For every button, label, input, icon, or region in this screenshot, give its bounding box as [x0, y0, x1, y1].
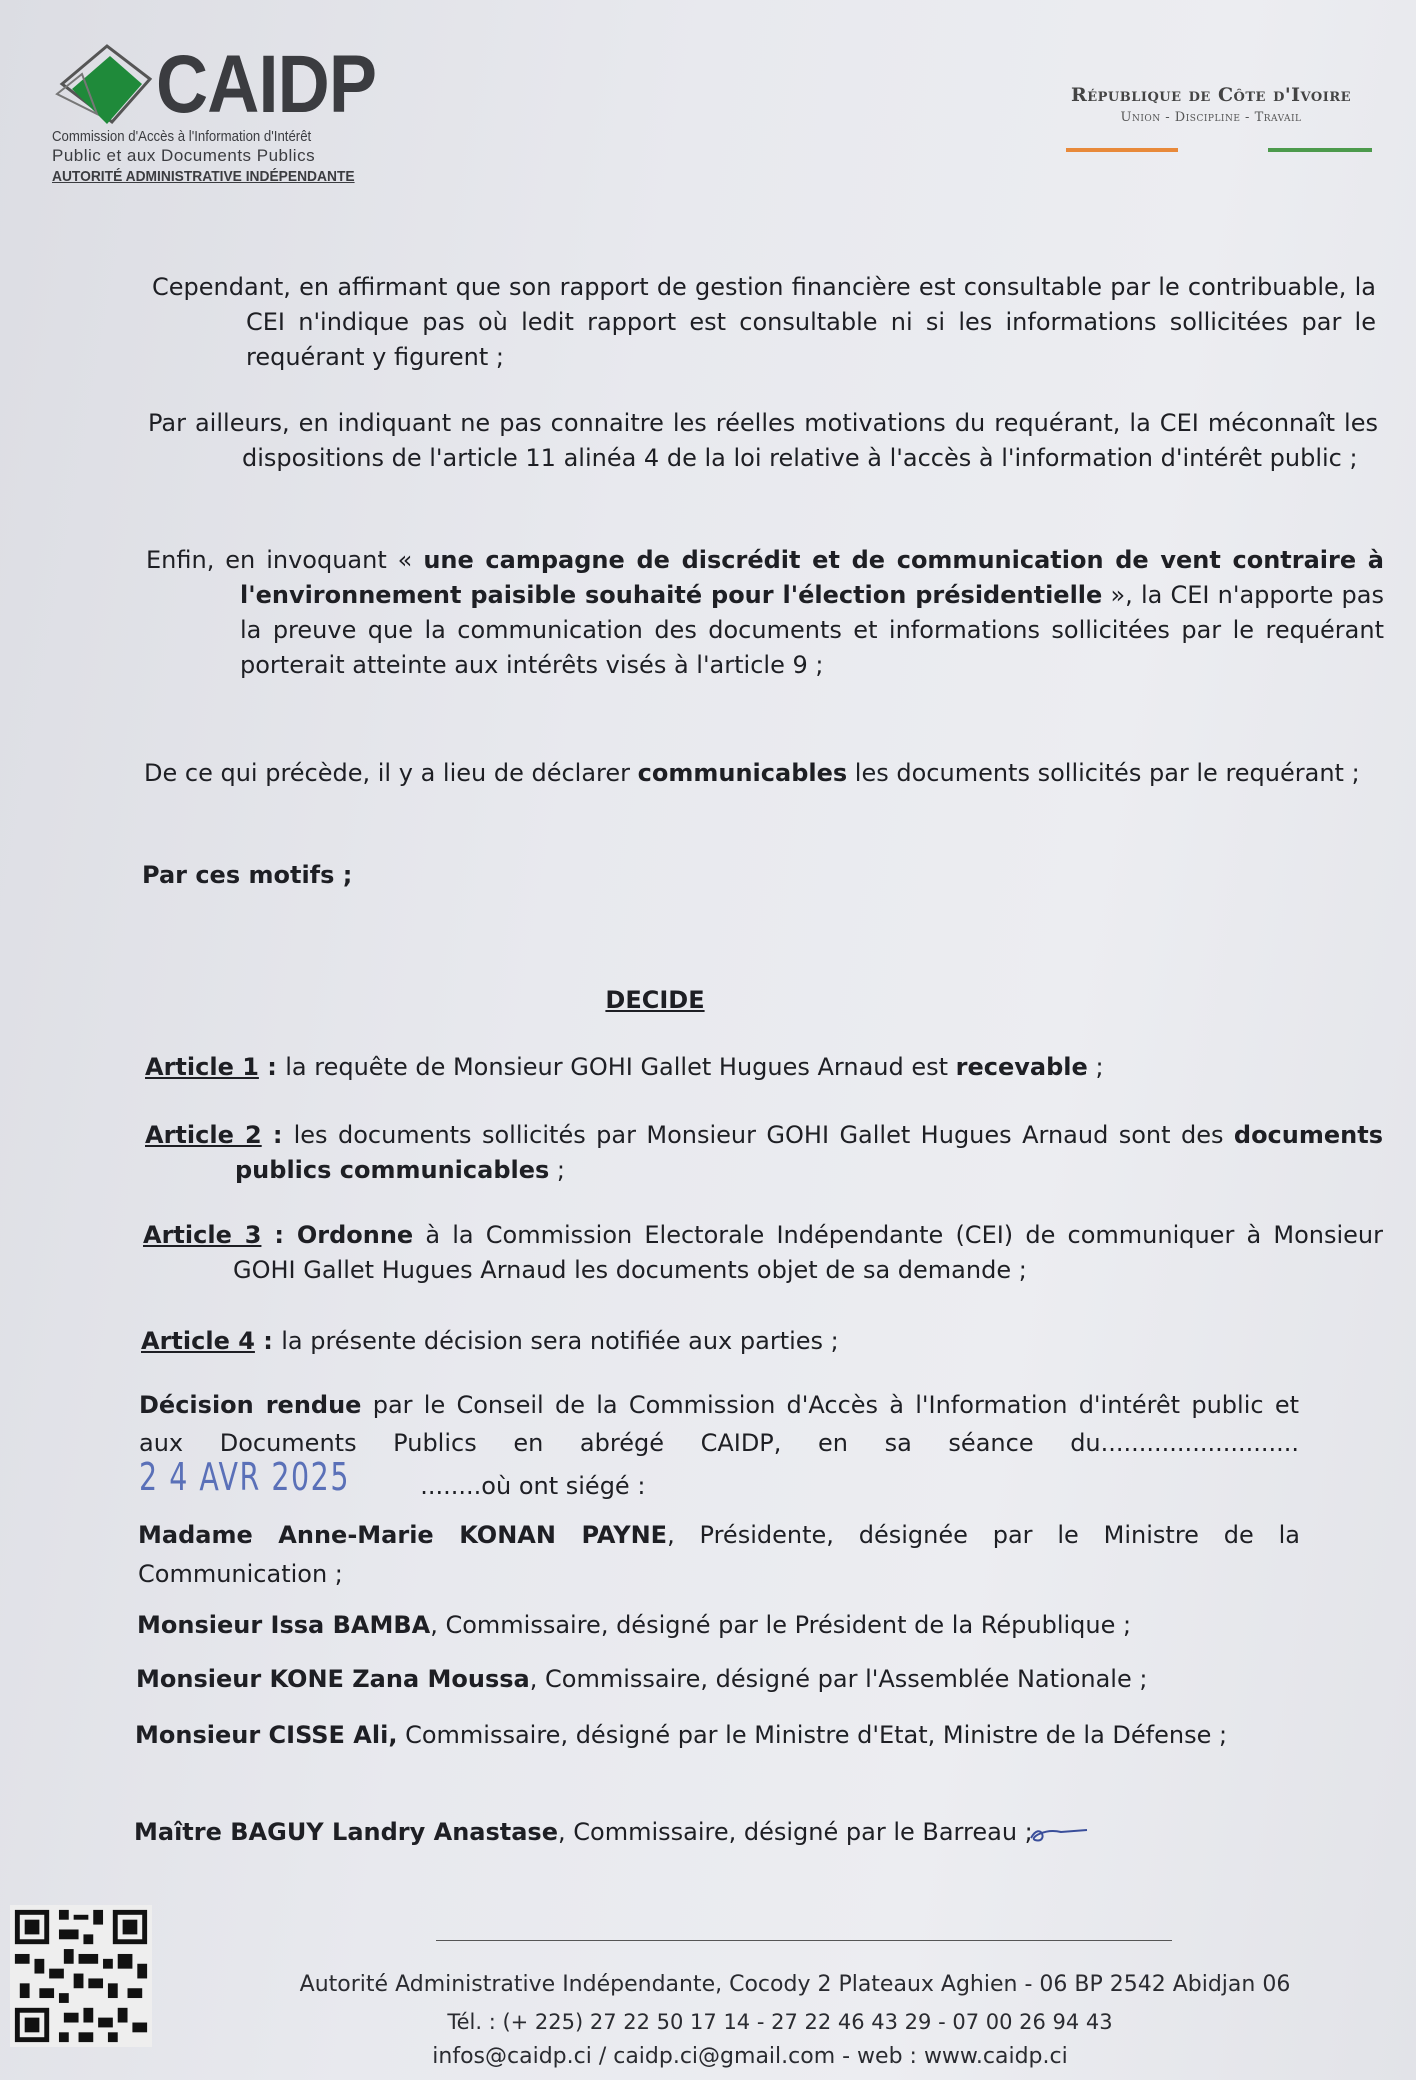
- logo-subtitle-3: AUTORITÉ ADMINISTRATIVE INDÉPENDANTE: [52, 168, 355, 185]
- member-2-name: Monsieur Issa BAMBA: [137, 1611, 431, 1639]
- paragraph-1: [152, 270, 1376, 375]
- article-3-bold: Ordonne: [296, 1221, 414, 1249]
- article-1-text: la requête de Monsieur GOHI Gallet Hugues Arnaud est: [285, 1053, 956, 1081]
- member-3-role: , Commissaire, désigné par l'Assemblée Nationale ;: [529, 1665, 1148, 1693]
- republic-title: République de Côte d'Ivoire: [1070, 84, 1352, 106]
- article-1: [145, 1050, 1290, 1085]
- article-3-label: Article 3: [143, 1221, 262, 1249]
- paragraph-4-bold: communicables: [637, 759, 848, 787]
- footer-divider: [436, 1940, 1172, 1941]
- paragraph-3: [146, 543, 1384, 683]
- logo-wordmark: CAIDP: [156, 39, 377, 130]
- member-3: [136, 1662, 1298, 1697]
- article-2-bold: documents publics communicables: [235, 1121, 1383, 1184]
- article-3-colon: :: [261, 1221, 297, 1249]
- article-2-text: les documents sollicités par Monsieur GOHI Gallet Hugues Arnaud sont des: [293, 1121, 1234, 1149]
- article-4: [141, 1324, 1286, 1359]
- decision-end: où ont siégé :: [481, 1472, 646, 1500]
- article-1-label: Article 1: [145, 1053, 259, 1081]
- article-2-label: Article 2: [145, 1121, 262, 1149]
- member-3-name: Monsieur KONE Zana Moussa: [136, 1665, 530, 1693]
- republic-header: [1046, 84, 1376, 125]
- paragraph-2: [148, 406, 1378, 476]
- paragraph-3-quote: une campagne de discrédit et de communication de vent contraire à l'environnement paisible souhaité pour l'élection présidentielle: [240, 546, 1384, 609]
- caidp-logo: [52, 39, 377, 200]
- flag-green-bar: [1268, 148, 1372, 152]
- article-1-colon: :: [258, 1053, 286, 1081]
- decision-lead: Décision rendue: [139, 1391, 362, 1419]
- member-2-role: , Commissaire, désigné par le Président de la République ;: [430, 1611, 1132, 1639]
- member-2: [137, 1608, 1299, 1643]
- article-4-text: la présente décision sera notifiée aux parties ;: [281, 1327, 839, 1355]
- article-2: [145, 1118, 1383, 1188]
- republic-motto: Union - Discipline - Travail: [1120, 110, 1302, 125]
- member-4-name: Monsieur CISSE Ali,: [135, 1721, 398, 1749]
- article-3: [143, 1218, 1383, 1288]
- paragraph-2-text: Par ailleurs, en indiquant ne pas connaitre les réelles motivations du requérant, la CEI méconnaît les dispositions de l'article 11 alinéa 4 de la loi relative à l'accès à l'information d'intérêt public ;: [148, 409, 1378, 472]
- article-4-colon: :: [254, 1327, 282, 1355]
- article-1-end: ;: [1087, 1053, 1104, 1081]
- member-5-name: Maître BAGUY Landry Anastase: [134, 1818, 558, 1846]
- footer-phone: Tél. : (+ 225) 27 22 50 17 14 - 27 22 46 43 29 - 07 00 26 94 43: [447, 2010, 1113, 2034]
- motifs-heading: [142, 858, 1287, 893]
- date-dots-right: ........: [420, 1472, 482, 1500]
- paragraph-4-rest: les documents sollicités par le requérant ;: [847, 759, 1360, 787]
- paragraph-3-rest: », la CEI n'apporte pas la preuve que la communication des documents et informations sollicitées par le requérant porterait atteinte aux intérêts visés à l'article 9 ;: [240, 581, 1384, 679]
- logo-subtitle-1: Commission d'Accès à l'Information d'Intérêt: [52, 128, 312, 145]
- footer-contact[interactable]: infos@caidp.ci / caidp.ci@gmail.com - web : www.caidp.ci: [432, 2044, 1068, 2069]
- decision-paragraph: [139, 1386, 1299, 1505]
- decide-title: DECIDE: [605, 986, 705, 1014]
- member-1-name: Madame Anne-Marie KONAN PAYNE: [138, 1521, 668, 1549]
- initials-signature-icon: [1021, 1818, 1091, 1848]
- paragraph-1-text: Cependant, en affirmant que son rapport de gestion financière est consultable par le contribuable, la CEI n'indique pas où ledit rapport est consultable ni si les informations sollicitées par le requérant y figurent ;: [152, 273, 1376, 371]
- decision-text: par le Conseil de la Commission d'Accès à l'Information d'intérêt public et aux Documents Publics en abrégé CAIDP, en sa séance du: [139, 1391, 1299, 1457]
- motifs-text: Par ces motifs ;: [142, 861, 353, 889]
- qr-code-icon: [10, 1905, 152, 2047]
- paragraph-4-lead: De ce qui précède, il y a lieu de déclarer: [144, 759, 638, 787]
- article-3-text: à la Commission Electorale Indépendante (CEI) de communiquer à Monsieur GOHI Gallet Hugues Arnaud les documents objet de sa demande ;: [233, 1221, 1383, 1284]
- article-2-colon: :: [261, 1121, 294, 1149]
- paragraph-4: [144, 756, 1386, 791]
- paragraph-3-lead: Enfin, en invoquant «: [146, 546, 424, 574]
- member-5: [134, 1810, 1296, 1850]
- member-1: [138, 1516, 1300, 1594]
- article-4-label: Article 4: [141, 1327, 255, 1355]
- member-4-role: Commissaire, désigné par le Ministre d'Etat, Ministre de la Défense ;: [397, 1721, 1228, 1749]
- member-4: [135, 1716, 1269, 1755]
- article-1-bold: recevable: [955, 1053, 1088, 1081]
- member-5-role: , Commissaire, désigné par le Barreau ;: [558, 1818, 1033, 1846]
- logo-subtitle-2: Public et aux Documents Publics: [52, 146, 316, 165]
- caidp-logo-mark-icon: [52, 44, 152, 134]
- date-dots-left: ..........................: [1100, 1429, 1299, 1457]
- flag-orange-bar: [1066, 148, 1178, 152]
- footer-address: Autorité Administrative Indépendante, Cocody 2 Plateaux Aghien - 06 BP 2542 Abidjan 06: [299, 1972, 1291, 1997]
- member-1-role: , Présidente, désignée par le Ministre de la Communication ;: [138, 1521, 1300, 1588]
- date-stamp: 2 4 AVR 2025: [139, 1455, 350, 1499]
- article-2-end: ;: [549, 1156, 566, 1184]
